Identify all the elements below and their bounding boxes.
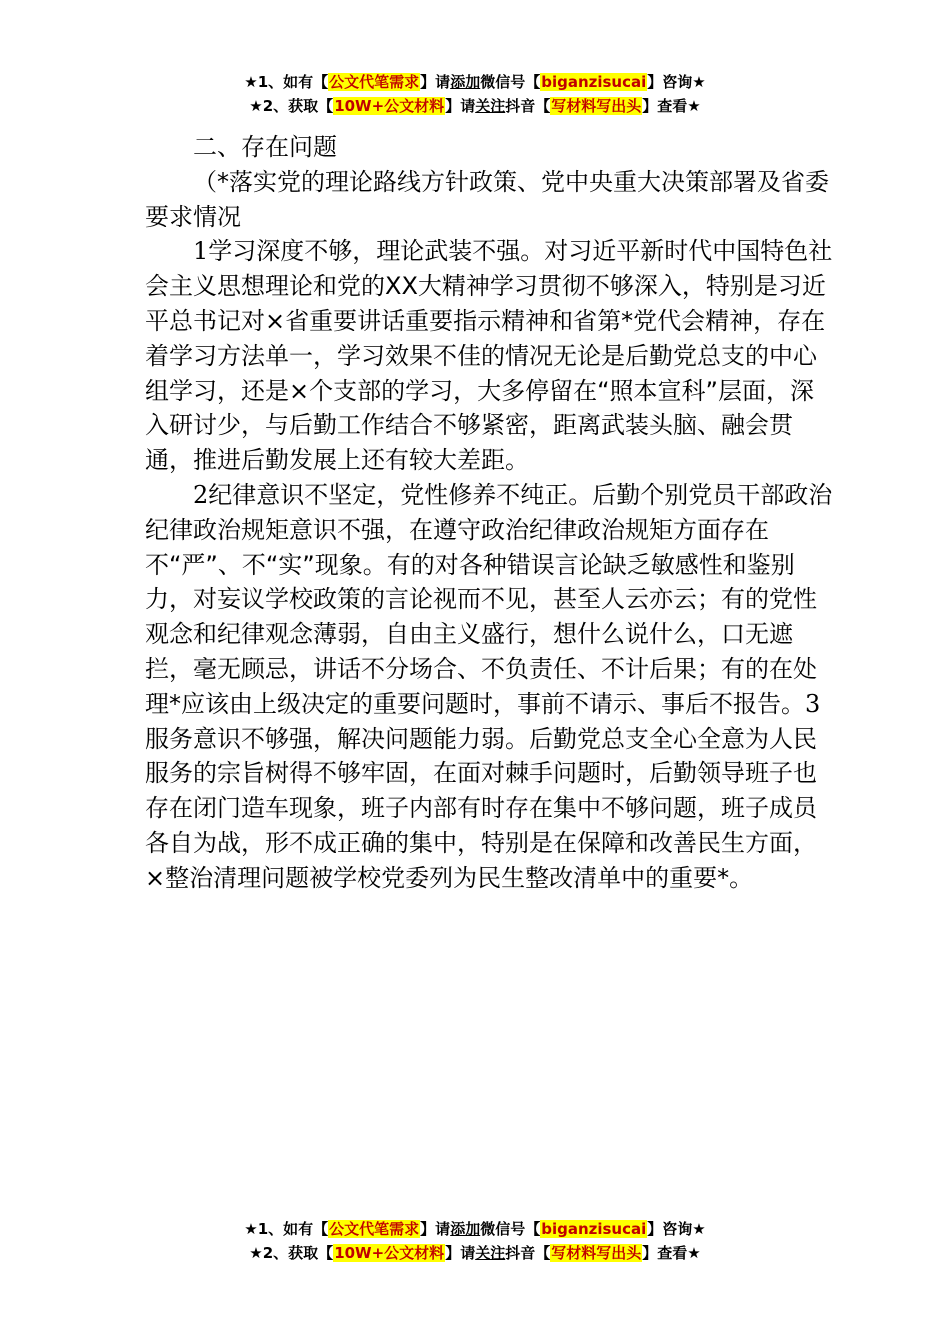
douyin-account: 写材料写出头 xyxy=(551,97,642,115)
banner-line-1: ★1、如有【公文代笔需求】请添加微信号【biganzisucai】咨询★ xyxy=(244,1220,706,1238)
wechat-id: biganzisucai xyxy=(541,1220,647,1238)
bottom-banner xyxy=(0,1217,950,1265)
top-banner xyxy=(0,70,950,118)
paragraph-2: 2纪律意识不坚定，党性修养不纯正。后勤个别党员干部政治纪律政治规矩意识不强，在遵守政治纪律政治规矩方面存在不“严”、不“实”现象。有的对各种错误言论缺乏敏感性和鉴别力，对妄议学校政策的言论视而不见，甚至人云亦云；有的党性观念和纪律观念薄弱，自由主义盛行，想什么说什么，口无遮拦，毫无顾忌，讲话不分场合、不负责任、不计后果；有的在处理*应该由上级决定的重要问题时，事前不请示、事后不报告。3服务意识不够强，解决问题能力弱。后勤党总支全心全意为人民服务的宗旨树得不够牢固，在面对棘手问题时，后勤领导班子也存在闭门造车现象，班子内部有时存在集中不够问题，班子成员各自为战，形不成正确的集中，特别是在保障和改善民生方面，×整治清理问题被学校党委列为民生整改清单中的重要*。 xyxy=(145,480,833,892)
banner-line-2: ★2、获取【10W+公文材料】请关注抖音【写材料写出头】查看★ xyxy=(249,97,701,115)
banner-line-2: ★2、获取【10W+公文材料】请关注抖音【写材料写出头】查看★ xyxy=(249,1244,701,1262)
douyin-account: 写材料写出头 xyxy=(551,1244,642,1262)
highlight-text: 公文代笔需求 xyxy=(329,73,420,91)
highlight-text: 10W+公文材料 xyxy=(334,1244,445,1262)
paragraph-1: 1学习深度不够，理论武装不强。对习近平新时代中国特色社会主义思想理论和党的XX大精神学习贯彻不够深入，特别是习近平总书记对×省重要讲话重要指示精神和省第*党代会精神，存在着学习方法单一，学习效果不佳的情况无论是后勤党总支的中心组学习，还是×个支部的学习，大多停留在“照本宣科”层面，深入研讨少，与后勤工作结合不够紧密，距离武装头脑、融会贯通，推进后勤发展上还有较大差距。 xyxy=(145,237,833,475)
section-heading: 二、存在问题 xyxy=(193,133,337,161)
document-body xyxy=(145,130,835,896)
section-title: （*落实党的理论路线方针政策、党中央重大决策部署及省委要求情况 xyxy=(145,167,829,231)
highlight-text: 公文代笔需求 xyxy=(329,1220,420,1238)
wechat-id: biganzisucai xyxy=(541,73,647,91)
highlight-text: 10W+公文材料 xyxy=(334,97,445,115)
banner-line-1: ★1、如有【公文代笔需求】请添加微信号【biganzisucai】咨询★ xyxy=(244,73,706,91)
